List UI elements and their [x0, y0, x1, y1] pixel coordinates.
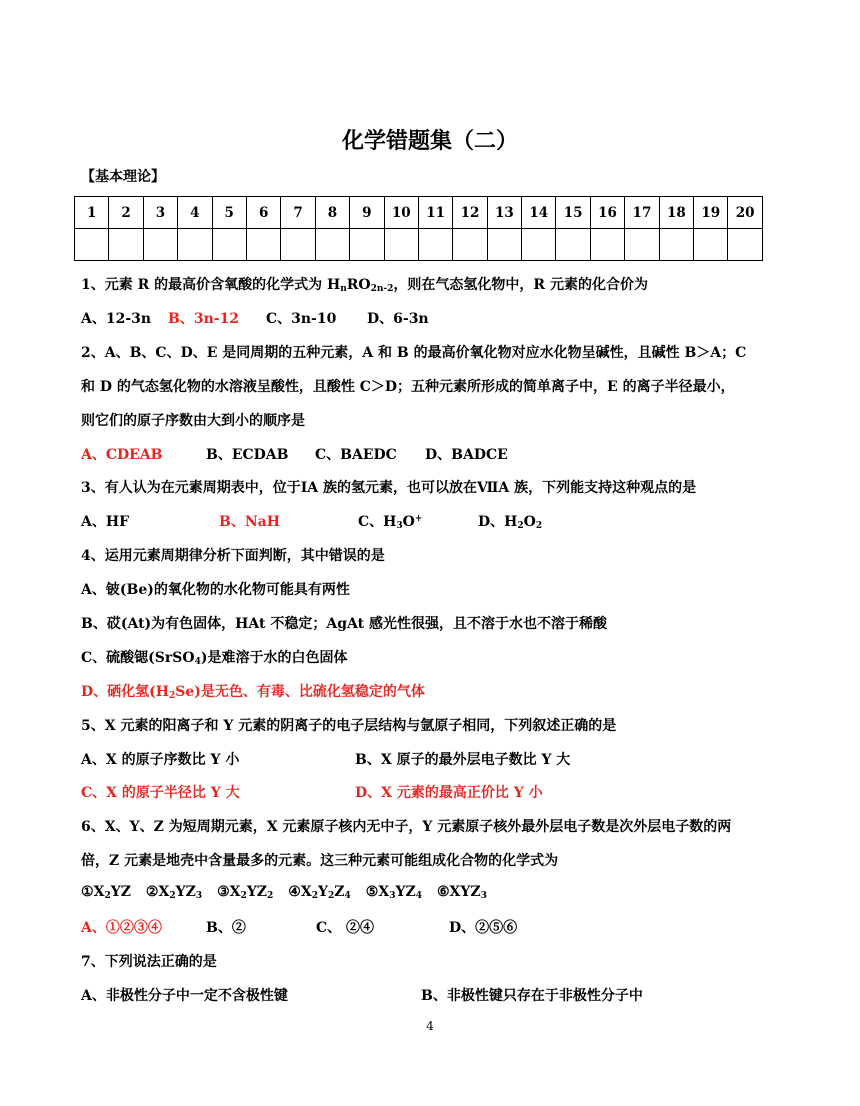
q6-formula-symbol: YZ — [395, 884, 416, 900]
answer-grid — [74, 196, 763, 261]
q7-option-b: B、非极性键只存在于非极性分子中 — [421, 988, 643, 1004]
answer-grid-number-cell: 8 — [315, 197, 349, 229]
q2-option-d: D、BADCE — [425, 447, 508, 463]
q4-option-b: B、砹(At)为有色固体，HAt 不稳定；AgAt 感光性很强，且不溶于水也不溶于稀酸 — [81, 616, 607, 632]
q1-stem-text-c: ，则在气态氢化物中，R 元素的化合价为 — [393, 277, 648, 293]
q6-formula-subscript: 2 — [169, 891, 176, 901]
answer-grid-blank-cell — [281, 229, 315, 261]
answer-grid-number-cell: 10 — [384, 197, 418, 229]
answer-grid-number-cell: 15 — [556, 197, 590, 229]
q7-option-a: A、非极性分子中一定不含极性键 — [81, 988, 288, 1004]
section-heading: 【基本理论】 — [81, 169, 165, 185]
answer-grid-blank-cell — [418, 229, 452, 261]
answer-grid-number-cell: 12 — [453, 197, 487, 229]
q6-formula — [146, 884, 202, 900]
question-2-line-3: 则它们的原子序数由大到小的顺序是 — [81, 413, 305, 429]
q4-option-c-sub: 4 — [194, 657, 201, 667]
question-3-stem: 3、有人认为在元素周期表中，位于ⅠA 族的氢元素，也可以放在ⅦA 族，下列能支持这种观点的是 — [81, 480, 697, 496]
q6-formula-subscript: 2 — [311, 891, 318, 901]
q6-formula-number: ② — [145, 884, 159, 900]
q3-option-c-rest: O — [402, 514, 415, 530]
q6-formula-subscript: 3 — [389, 891, 396, 901]
answer-grid-number-cell: 17 — [625, 197, 659, 229]
q3-option-d — [478, 511, 542, 531]
q2-option-b: B、ECDAB — [206, 447, 289, 463]
q6-formula-subscript: 4 — [344, 891, 351, 901]
q6-formula-subscript: 2 — [267, 891, 274, 901]
answer-grid-blank-row — [75, 229, 763, 261]
q6-formula — [437, 884, 487, 900]
q5-option-c-answer: C、X 的原子半径比 Y 大 — [81, 785, 240, 801]
q6-formula-number: ⑤ — [365, 884, 379, 900]
q6-formula-symbol: X — [158, 884, 170, 900]
q3-option-c-text: C、H — [358, 514, 397, 530]
question-1-stem — [81, 274, 648, 294]
answer-grid-blank-cell — [315, 229, 349, 261]
q6-formula-symbol: X — [93, 884, 105, 900]
answer-grid-blank-cell — [212, 229, 246, 261]
q5-option-b: B、X 原子的最外层电子数比 Y 大 — [355, 752, 571, 768]
q2-option-a-answer: A、CDEAB — [81, 447, 163, 463]
q6-formula-subscript: 3 — [195, 891, 203, 901]
question-6-line-2: 倍，Z 元素是地壳中含量最多的元素。这三种元素可能组成化合物的化学式为 — [81, 853, 559, 869]
answer-grid-blank-cell — [625, 229, 659, 261]
q3-option-c-sub: 3 — [396, 521, 403, 531]
q6-formula — [217, 884, 273, 900]
question-2-line-2: 和 D 的气态氢化物的水溶液呈酸性，且酸性 C＞D；五种元素所形成的简单离子中，E 的离子半径最小， — [81, 379, 735, 395]
q3-option-d-text: D、H — [478, 514, 518, 530]
answer-grid-number-cell: 20 — [728, 197, 762, 229]
answer-grid-number-cell: 16 — [590, 197, 624, 229]
page-number: 4 — [426, 1019, 434, 1033]
q4-option-c-text-a: C、硫酸锶(SrSO — [81, 650, 195, 666]
question-5-stem: 5、X 元素的阳离子和 Y 元素的阴离子的电子层结构与氩原子相同，下列叙述正确的是 — [81, 718, 617, 734]
q6-option-d: D、②⑤⑥ — [449, 920, 518, 936]
answer-grid-blank-cell — [109, 229, 143, 261]
q6-formula-subscript: 2 — [328, 891, 335, 901]
q4-option-d-sub: 2 — [169, 691, 176, 701]
answer-grid-number-cell: 1 — [75, 197, 109, 229]
answer-grid-blank-cell — [350, 229, 384, 261]
q1-option-d: D、6-3n — [367, 311, 429, 327]
answer-grid-blank-cell — [453, 229, 487, 261]
q6-formula — [81, 884, 131, 900]
q1-subscript-2n-2: 2n-2 — [370, 284, 394, 294]
answer-grid-number-cell: 4 — [178, 197, 212, 229]
answer-grid-number-cell: 14 — [522, 197, 556, 229]
q1-stem-text-a: 1、元素 R 的最高价含氧酸的化学式为 H — [81, 277, 341, 293]
q6-formula-symbol: XYZ — [449, 884, 481, 900]
q6-formula-symbol: YZ — [110, 884, 131, 900]
q6-formula-subscript: 2 — [240, 891, 247, 901]
q6-formula-symbol: X — [378, 884, 390, 900]
q3-option-a: A、HF — [81, 514, 130, 530]
q2-option-c: C、BAEDC — [315, 447, 397, 463]
answer-grid-number-cell: 2 — [109, 197, 143, 229]
answer-grid-blank-cell — [694, 229, 728, 261]
q6-formula — [366, 884, 422, 900]
q6-formula-number: ⑥ — [436, 884, 450, 900]
q5-option-a: A、X 的原子序数比 Y 小 — [81, 752, 240, 768]
answer-grid-number-cell: 6 — [246, 197, 280, 229]
q3-option-d-sub1: 2 — [517, 521, 524, 531]
answer-grid-blank-cell — [728, 229, 762, 261]
q1-stem-text-b: RO — [346, 277, 371, 293]
q6-option-b: B、② — [206, 920, 246, 936]
q6-formula-symbol: X — [300, 884, 312, 900]
q4-option-a: A、铍(Be)的氧化物的水化物可能具有两性 — [81, 582, 350, 598]
q3-option-d-sub2: 2 — [535, 521, 543, 531]
q6-formula-symbol: YZ — [175, 884, 196, 900]
q6-formula-symbol: Z — [334, 884, 345, 900]
q6-formula — [288, 884, 350, 900]
answer-grid-number-cell: 13 — [487, 197, 521, 229]
q6-formula-symbol: X — [229, 884, 241, 900]
answer-grid-blank-cell — [143, 229, 177, 261]
answer-grid-blank-cell — [590, 229, 624, 261]
question-7-stem: 7、下列说法正确的是 — [81, 954, 217, 970]
answer-grid-blank-cell — [487, 229, 521, 261]
q1-option-a: A、12-3n — [81, 311, 152, 327]
q6-formula-number: ④ — [288, 884, 301, 900]
q6-formula-list — [81, 884, 502, 901]
q4-option-d-text-b: Se)是无色、有毒、比硫化氢稳定的气体 — [175, 684, 425, 700]
answer-grid-number-cell: 7 — [281, 197, 315, 229]
q1-subscript-n: n — [340, 284, 347, 294]
question-4-stem: 4、运用元素周期律分析下面判断，其中错误的是 — [81, 548, 385, 564]
q6-formula-number: ① — [81, 884, 94, 900]
page-title: 化学错题集（二） — [341, 129, 518, 154]
q6-option-c: C、 ②④ — [316, 920, 375, 936]
q1-option-b-answer: B、3n-12 — [168, 311, 240, 327]
answer-grid-number-cell: 18 — [659, 197, 693, 229]
answer-grid-number-cell: 9 — [350, 197, 384, 229]
q3-option-b-answer: B、NaH — [219, 514, 280, 530]
q6-formula-number: ③ — [217, 884, 230, 900]
q6-formula-subscript: 4 — [415, 891, 422, 901]
q4-option-c — [81, 647, 347, 667]
q6-option-a-answer: A、①②③④ — [81, 920, 162, 936]
q6-formula-symbol: YZ — [246, 884, 268, 900]
q3-option-c — [358, 511, 422, 531]
q4-option-d-answer — [81, 681, 425, 701]
answer-grid-blank-cell — [75, 229, 109, 261]
q5-option-d-answer: D、X 元素的最高正价比 Y 小 — [355, 785, 543, 801]
answer-grid-blank-cell — [246, 229, 280, 261]
answer-grid-blank-cell — [659, 229, 693, 261]
q6-formula-subscript: 2 — [104, 891, 111, 901]
q6-formula-symbol: Y — [318, 884, 328, 900]
answer-grid-blank-cell — [384, 229, 418, 261]
answer-grid-number-cell: 5 — [212, 197, 246, 229]
answer-grid-blank-cell — [178, 229, 212, 261]
q4-option-c-text-b: )是难溶于水的白色固体 — [200, 650, 348, 666]
q6-formula-subscript: 3 — [480, 891, 487, 901]
q1-option-c: C、3n-10 — [266, 311, 337, 327]
q4-option-d-text-a: D、硒化氢(H — [81, 684, 169, 700]
answer-grid-number-cell: 3 — [143, 197, 177, 229]
answer-grid-blank-cell — [522, 229, 556, 261]
answer-grid-blank-cell — [556, 229, 590, 261]
q3-option-d-mid: O — [523, 514, 536, 530]
q3-option-c-charge: + — [414, 514, 423, 524]
answer-grid-number-cell: 11 — [418, 197, 452, 229]
answer-grid-number-cell: 19 — [694, 197, 728, 229]
question-6-line-1: 6、X、Y、Z 为短周期元素，X 元素原子核内无中子，Y 元素原子核外最外层电子数是次外层电子数的两 — [81, 819, 732, 835]
answer-grid-header-row — [75, 197, 763, 229]
question-2-line-1: 2、A、B、C、D、E 是同周期的五种元素，A 和 B 的最高价氧化物对应水化物呈碱性，且碱性 B＞A；C — [81, 345, 747, 361]
